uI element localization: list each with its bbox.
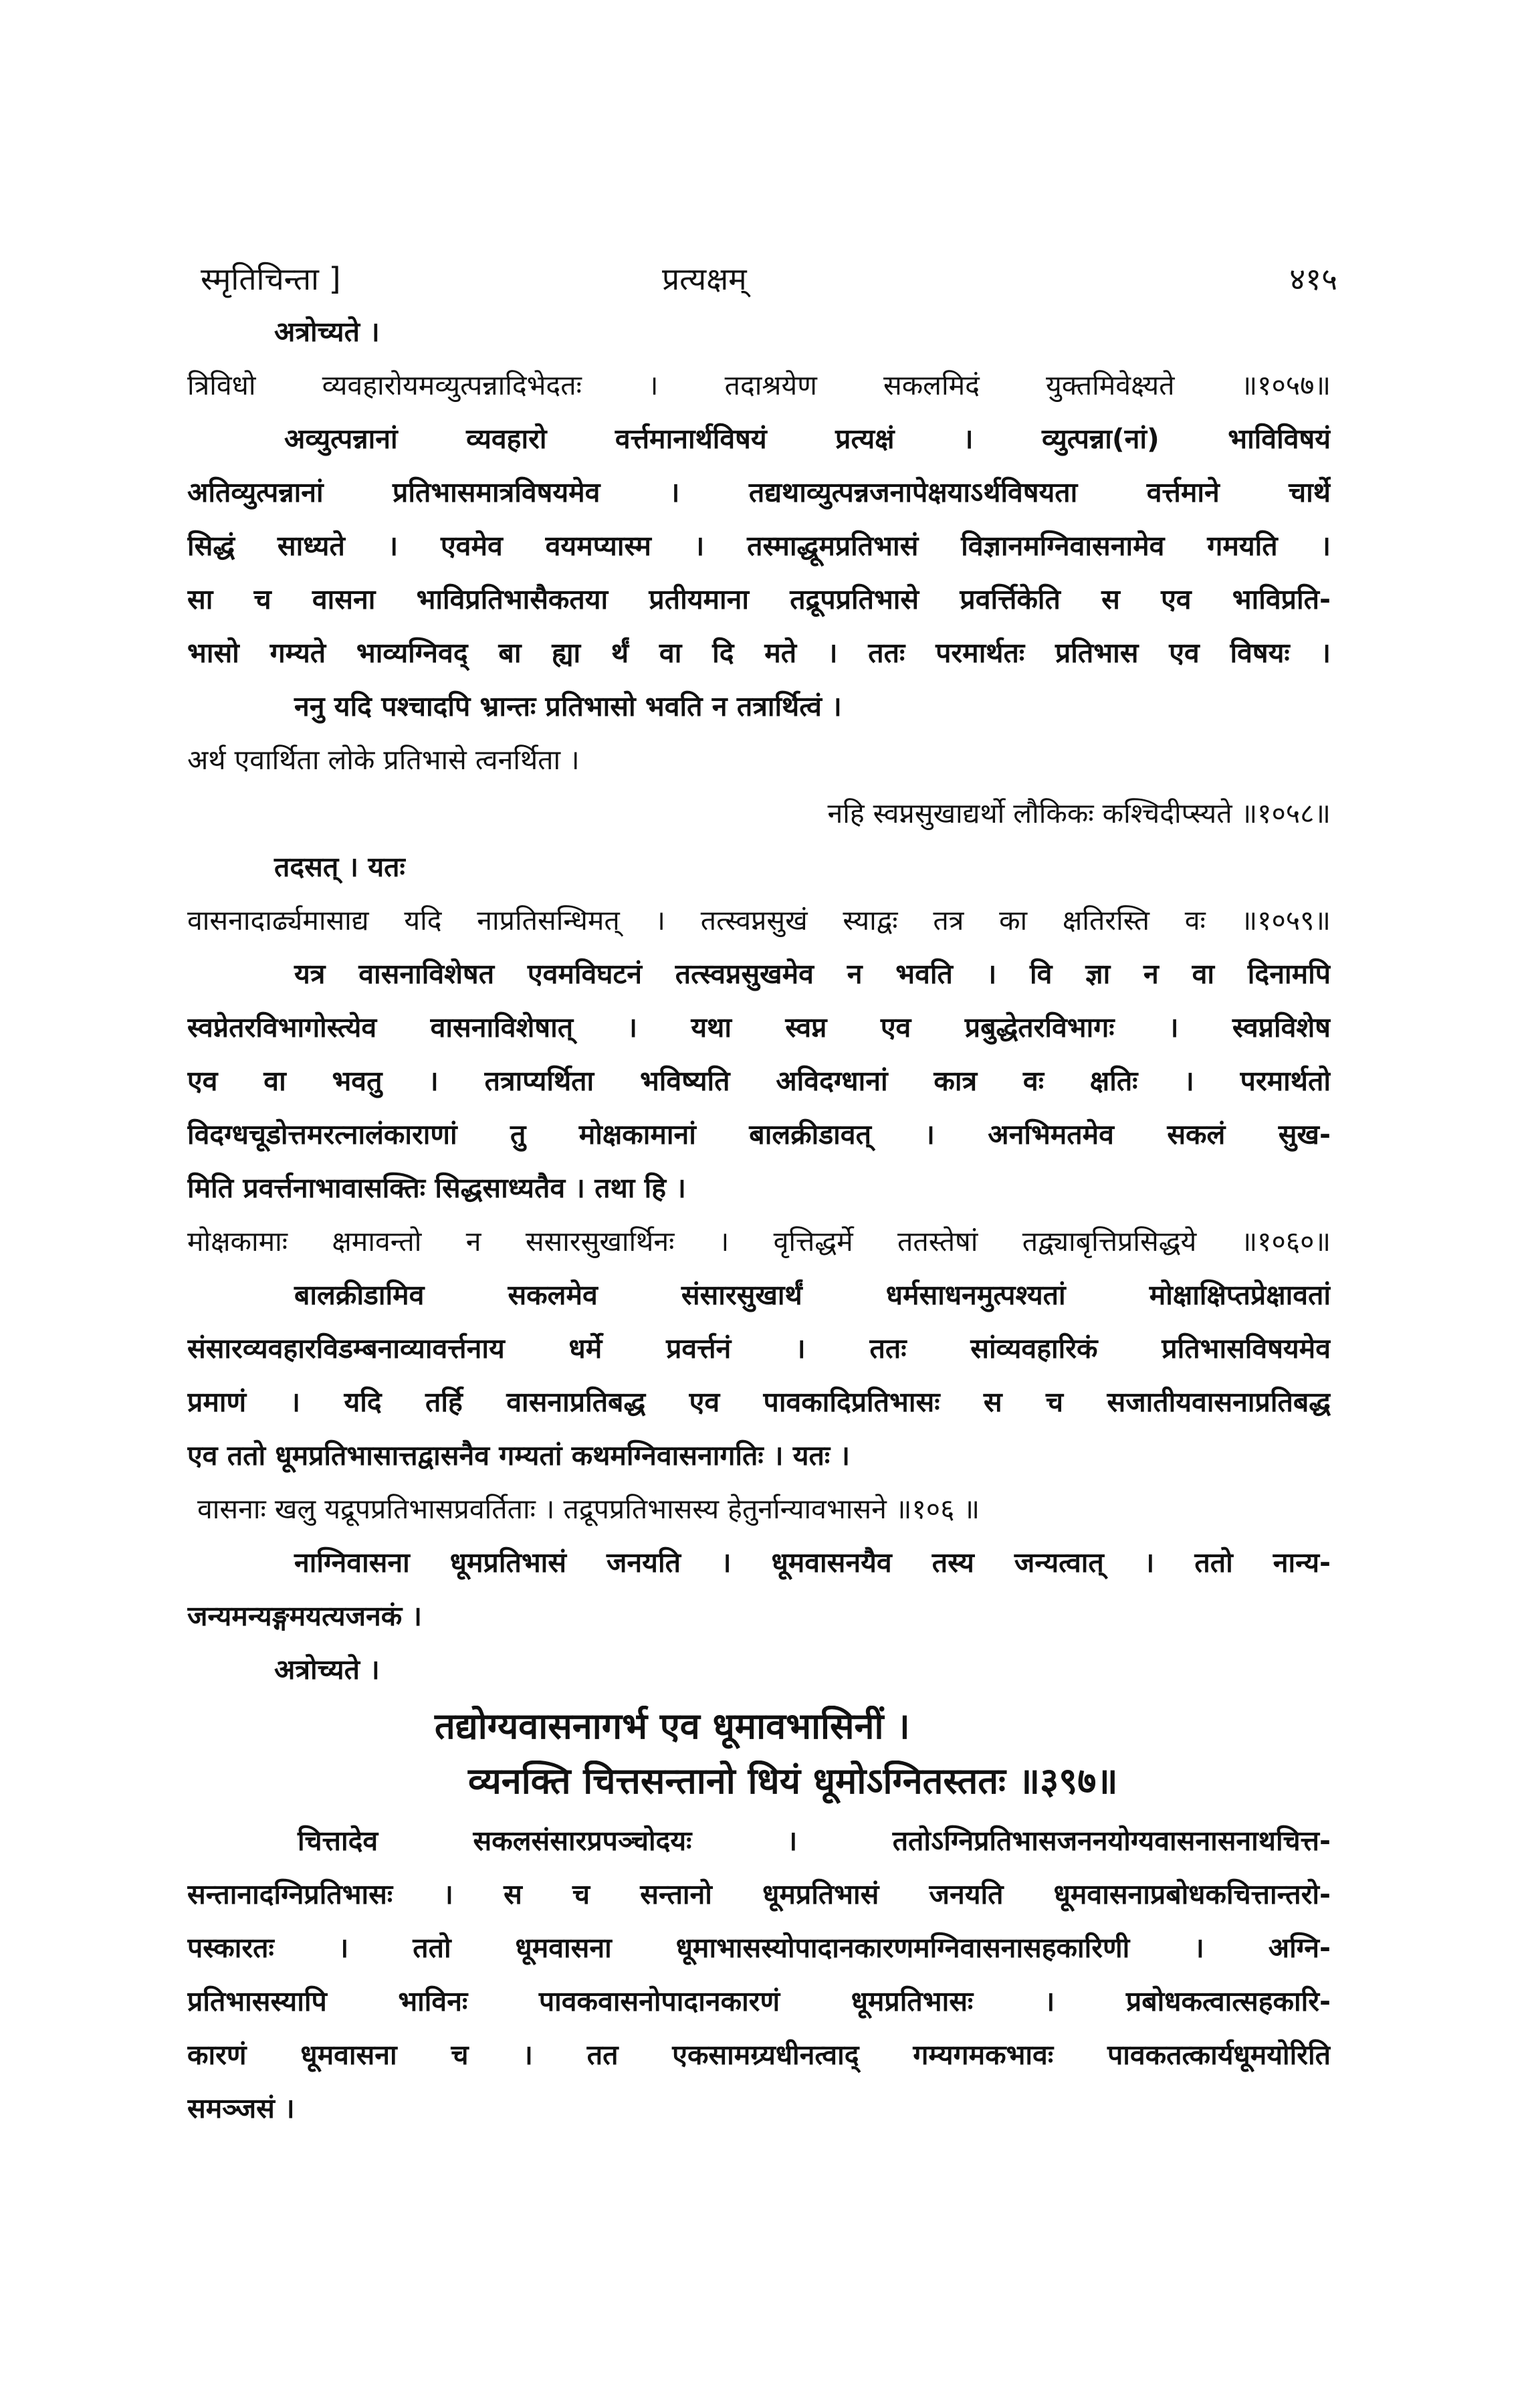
text-line: अतिव्युत्पन्नानां प्रतिभासमात्रविषयमेव । तद्यथाव्युत्पन्नजनापेक्षयाऽर्थविषयता वर्त्तमाने चार्थे	[187, 476, 1331, 508]
verse-line: अर्थ एवार्थिता लोके प्रतिभासे त्वनर्थिता ।	[187, 744, 580, 776]
text-line: भासो गम्यते भाव्यग्निवद् बा ह्या र्थं वा दि मते । ततः परमार्थतः प्रतिभास एव विषयः ।	[187, 637, 1331, 669]
text-line: अव्युत्पन्नानां व्यवहारो वर्त्तमानार्थविषयं प्रत्यक्षं । व्युत्पन्ना(नां) भाविविषयं	[284, 423, 1331, 455]
text-line: विदग्धचूडोत्तमरत्नालंकाराणां तु मोक्षकामानां बालक्रीडावत् । अनभिमतमेव सकलं सुख-	[187, 1118, 1331, 1150]
text-line: स्वप्नेतरविभागोस्त्येव वासनाविशेषात् । यथा स्वप्न एव प्रबुद्धेतरविभागः । स्वप्नविशेष	[187, 1011, 1331, 1043]
verse-line: वासनादार्ढ्यमासाद्य यदि नाप्रतिसन्धिमत् । तत्स्वप्नसुखं स्याद्वः तत्र का क्षतिरस्ति वः ॥१०५९॥	[187, 904, 1331, 936]
commentary-line: पस्कारतः । ततो धूमवासना धूमाभासस्योपादानकारणमग्निवासनासहकारिणी । अग्नि-	[187, 1932, 1331, 1964]
text-line: संसारव्यवहारविडम्बनाव्यावर्त्तनाय धर्मे प्रवर्त्तनं । ततः सांव्यवहारिकं प्रतिभासविषयमेव	[187, 1332, 1331, 1365]
commentary-line: चित्तादेव सकलसंसारप्रपञ्चोदयः । ततोऽग्निप्रतिभासजननयोग्यवासनासनाथचित्त-	[298, 1825, 1331, 1857]
verse-line: त्रिविधो व्यवहारोयमव्युत्पन्नादिभेदतः । तदाश्रयेण सकलमिदं युक्तमिवेक्ष्यते ॥१०५७॥	[187, 369, 1331, 401]
text-line: नाग्निवासना धूमप्रतिभासं जनयति । धूमवासनयैव तस्य जन्यत्वात् । ततो नान्य-	[294, 1546, 1331, 1579]
commentary-line: समञ्जसं ।	[187, 2092, 295, 2124]
text-line: तदसत् । यतः	[274, 851, 405, 883]
text-line: सिद्धं साध्यते । एवमेव वयमप्यास्म । तस्माद्धूमप्रतिभासं विज्ञानमग्निवासनामेव गमयति ।	[187, 530, 1331, 562]
verse-line: नहि स्वप्नसुखाद्यर्थो लौकिकः कश्चिदीप्स्यते ॥१०५८॥	[827, 797, 1331, 829]
text-line: अत्रोच्यते ।	[274, 1653, 380, 1686]
verse-line: वासनाः खलु यद्रूपप्रतिभासप्रवर्तिताः । तद्रूपप्रतिभासस्य हेतुर्नान्यावभासने ॥१०६ ॥	[197, 1493, 980, 1525]
running-title: प्रत्यक्षम्	[662, 261, 747, 297]
text-line: बालक्रीडामिव सकलमेव संसारसुखार्थं धर्मसाधनमुत्पश्यतां मोक्षाक्षिप्तप्रेक्षावतां	[294, 1279, 1331, 1311]
text-line: प्रमाणं । यदि तर्हि वासनाप्रतिबद्ध एव पावकादिप्रतिभासः स च सजातीयवासनाप्रतिबद्ध	[187, 1386, 1331, 1418]
text-line: सा च वासना भाविप्रतिभासैकतया प्रतीयमाना तद्रूपप्रतिभासे प्रवर्त्तिकेति स एव भाविप्रति-	[187, 583, 1331, 615]
page-body	[187, 314, 1331, 2144]
commentary-line: सन्तानादग्निप्रतिभासः । स च सन्तानो धूमप्रतिभासं जनयति धूमवासनाप्रबोधकचित्तान्तरो-	[187, 1878, 1331, 1910]
page-number: ४१५	[1289, 261, 1337, 297]
text-line: यत्र वासनाविशेषत एवमविघटनं तत्स्वप्नसुखमेव न भवति । वि ज्ञा न वा दिनामपि	[294, 958, 1331, 990]
section-title: स्मृतिचिन्ता ]	[201, 261, 341, 297]
page-header	[201, 258, 1337, 304]
commentary-line: प्रतिभासस्यापि भाविनः पावकवासनोपादानकारणं धूमप्रतिभासः । प्रबोधकत्वात्सहकारि-	[187, 1985, 1331, 2017]
text-line: अत्रोच्यते ।	[274, 316, 380, 348]
text-line: ननु यदि पश्चादपि भ्रान्तः प्रतिभासो भवति न तत्रार्थित्वं ।	[294, 690, 842, 722]
text-line: जन्यमन्यङ्गमयत्यजनकं ।	[187, 1600, 423, 1632]
text-line: मिति प्रवर्त्तनाभावासक्तिः सिद्धसाध्यतैव । तथा हि ।	[187, 1172, 686, 1204]
commentary-line: कारणं धूमवासना च । तत एकसामग्र्यधीनत्वाद् गम्यगमकभावः पावकतत्कार्यधूमयोरिति	[187, 2039, 1331, 2071]
text-line: एव वा भवतु । तत्राप्यर्थिता भविष्यति अविदग्धानां कात्र वः क्षतिः । परमार्थतो	[187, 1065, 1331, 1097]
verse-line: मोक्षकामाः क्षमावन्तो न ससारसुखार्थिनः । वृत्तिद्धर्मे ततस्तेषां तद्व्याबृत्तिप्रसिद्धये ॥१०६०॥	[187, 1225, 1331, 1258]
karika-verse-line-2: व्यनक्ति चित्तसन्तानो धियं धूमोऽग्नितस्ततः ॥३९७॥	[468, 1761, 1118, 1802]
text-line: एव ततो धूमप्रतिभासात्तद्वासनैव गम्यतां कथमग्निवासनागतिः । यतः ।	[187, 1439, 851, 1472]
karika-verse-line-1: तद्योग्यवासनागर्भ एव धूमावभासिनीं ।	[435, 1706, 910, 1747]
